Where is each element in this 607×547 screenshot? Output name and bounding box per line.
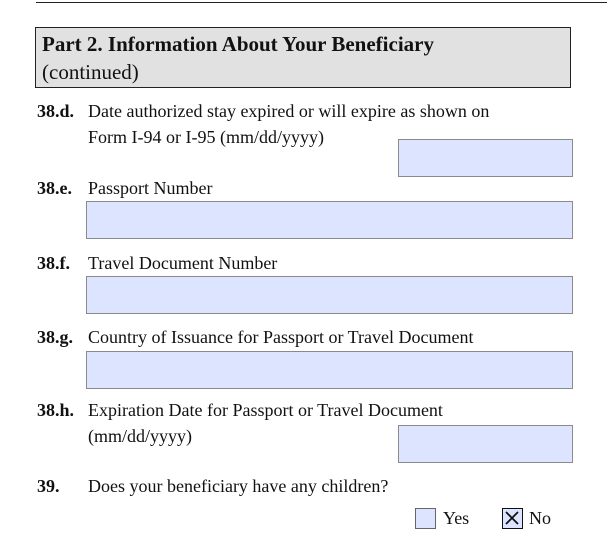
question-text-38e: Passport Number (88, 178, 213, 198)
passport-number-field[interactable] (86, 201, 573, 239)
question-number-38h: 38.h. (37, 400, 75, 420)
passport-expiration-date-field[interactable] (398, 425, 573, 463)
question-text-38g: Country of Issuance for Passport or Travel Document (88, 327, 474, 347)
question-number-39: 39. (37, 476, 60, 496)
part-title: Part 2. Information About Your Beneficiary (42, 32, 434, 56)
question-text-38h-line1: Expiration Date for Passport or Travel Document (88, 400, 443, 420)
children-no-label: No (529, 508, 551, 528)
children-no-checkbox[interactable] (502, 508, 523, 529)
children-yes-checkbox[interactable] (415, 508, 436, 529)
question-number-38g: 38.g. (37, 327, 73, 347)
question-text-39: Does your beneficiary have any children? (88, 476, 389, 496)
question-text-38d-line1: Date authorized stay expired or will expire as shown on (88, 101, 490, 121)
question-number-38e: 38.e. (37, 178, 72, 198)
children-yes-label: Yes (443, 508, 470, 528)
check-x-icon (504, 510, 520, 526)
question-number-38f: 38.f. (37, 253, 70, 273)
question-text-38f: Travel Document Number (88, 253, 278, 273)
travel-document-number-field[interactable] (86, 276, 573, 314)
country-of-issuance-field[interactable] (86, 351, 573, 389)
question-text-38d-line2: Form I-94 or I-95 (mm/dd/yyyy) (88, 127, 324, 147)
question-number-38d: 38.d. (37, 101, 75, 121)
top-rule (36, 2, 607, 3)
part-header (35, 27, 571, 88)
question-text-38h-line2: (mm/dd/yyyy) (88, 426, 192, 446)
part-subtitle: (continued) (42, 60, 139, 84)
authorized-stay-date-field[interactable] (398, 139, 573, 177)
